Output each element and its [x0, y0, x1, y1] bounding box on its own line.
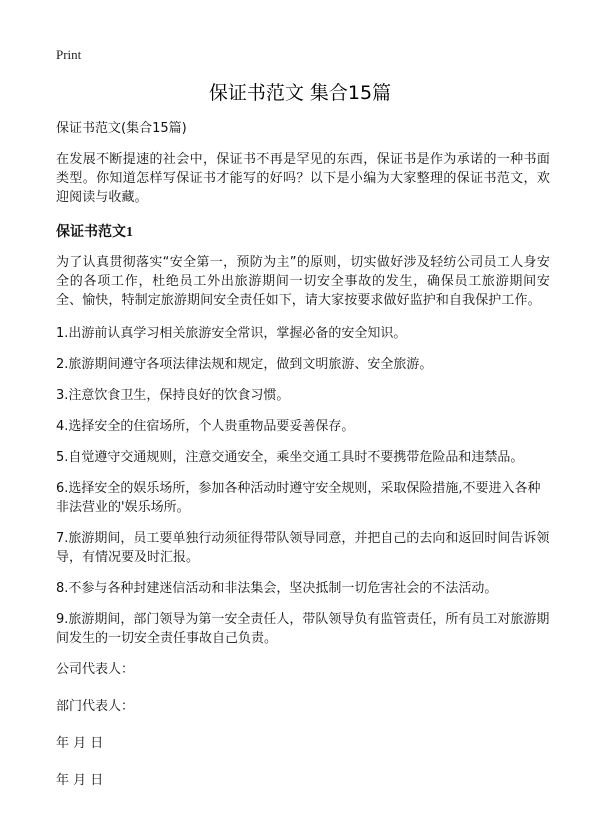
list-item: 1.出游前认真学习相关旅游安全常识，掌握必备的安全知识。 [56, 326, 407, 341]
company-representative-label: 公司代表人： [56, 662, 135, 677]
list-item: 7.旅游期间，员工要单独行动须征得带队领导同意，并把自己的去向和返回时间告诉领导，有情况要及时汇报。 [56, 531, 550, 565]
section-intro-paragraph: 为了认真贯彻落实“安全第一，预防为主”的原则，切实做好涉及轻纺公司员工人身安全的各项工作，杜绝员工外出旅游期间一切安全事故的发生，确保员工旅游期间安全、愉快，特制定旅游期间安全责任如下，请大家按要求做好监护和自我保护工作。 [56, 255, 550, 308]
department-representative-label: 部门代表人： [56, 699, 135, 714]
list-item: 3.注意饮食卫生，保持良好的饮食习惯。 [56, 388, 290, 403]
list-item: 9.旅游期间，部门领导为第一安全责任人，带队领导负有监管责任，所有员工对旅游期间发生的一切安全责任事故自己负责。 [56, 612, 550, 646]
section-heading: 保证书范文1 [56, 225, 133, 240]
page-title: 保证书范文 集合15篇 [208, 82, 392, 104]
date-line: 年 月 日 [56, 736, 104, 751]
print-link[interactable]: Print [56, 47, 82, 62]
list-item: 2.旅游期间遵守各项法律法规和规定，做到文明旅游、安全旅游。 [56, 357, 433, 372]
document-body [56, 118, 550, 808]
document-subtitle: 保证书范文(集合15篇) [56, 121, 187, 136]
date-line: 年 月 日 [56, 773, 104, 788]
intro-paragraph: 在发展不断提速的社会中，保证书不再是罕见的东西，保证书是作为承诺的一种书面类型。你知道怎样写保证书才能写的好吗？以下是小编为大家整理的保证书范文，欢迎阅读与收藏。 [56, 152, 550, 205]
list-item: 5.自觉遵守交通规则，注意交通安全，乘坐交通工具时不要携带危险品和违禁品。 [56, 450, 524, 465]
list-item: 6.选择安全的娱乐场所，参加各种活动时遵守安全规则，采取保险措施,不要进入各种非法营业的'娱乐场所。 [56, 481, 541, 515]
list-item: 8.不参与各种封建迷信活动和非法集会，坚决抵制一切危害社会的不法活动。 [56, 581, 498, 596]
list-item: 4.选择安全的住宿场所，个人贵重物品要妥善保存。 [56, 419, 355, 434]
